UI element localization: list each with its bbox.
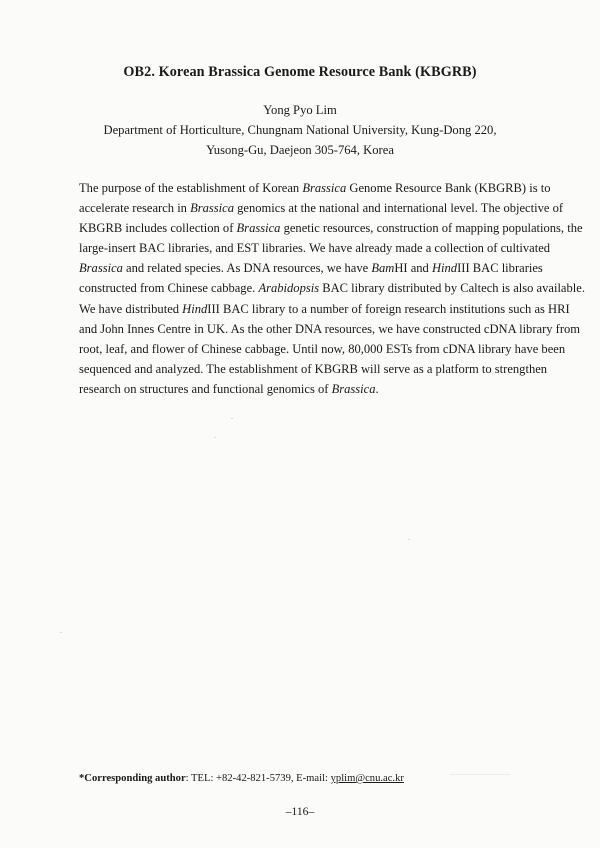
abstract-text: genomics at the national and international level. The objective of [234,201,564,216]
author-name: Yong Pyo Lim [263,103,337,117]
abstract-line [79,178,551,198]
footnote-email: yplim@cnu.ac.kr [330,773,404,784]
abstract-italic-term: Brassica [190,201,235,216]
abstract-text: . [375,381,379,396]
scan-speck [60,632,62,633]
abstract-text: accelerate research in [79,201,191,216]
footnote-label: *Corresponding author [79,773,186,784]
abstract-text: We have distributed [79,301,183,316]
abstract-line [79,319,581,339]
abstract-italic-term: Arabidopsis [258,281,320,296]
abstract-italic-term: Brassica [302,181,347,195]
corresponding-author-footnote [79,773,404,784]
affiliation-line-2: Yusong-Gu, Daejeon 305-764, Korea [206,143,394,157]
abstract-body [79,178,585,399]
page-number: –116– [285,805,315,818]
abstract-line [79,218,583,238]
abstract-text: KBGRB includes collection of [79,221,237,236]
abstract-line [79,359,548,379]
abstract-text: and related species. As DNA resources, we have [122,261,372,276]
abstract-text: constructed from Chinese cabbage. [79,281,259,296]
abstract-text: The purpose of the establishment of Korean [79,181,303,195]
scan-speck [408,539,410,540]
abstract-text: research on structures and functional genomics of [79,381,332,396]
paper-title: OB2. Korean Brassica Genome Resource Bank (KBGRB) [123,64,477,80]
abstract-text: III BAC library to a number of foreign research institutions such as HRI [207,301,570,316]
abstract-text: Genome Resource Bank (KBGRB) is to [346,181,551,195]
abstract-line [79,198,564,218]
scan-speck [231,418,233,419]
abstract-italic-term: Brassica [236,221,281,236]
abstract-text: and John Innes Centre in UK. As the other DNA resources, we have constructed cDNA library from [79,321,581,336]
abstract-text: large-insert BAC libraries, and EST libraries. We have already made a collection of cultivated [79,241,551,256]
scan-speck [450,774,510,775]
abstract-text: HI and [394,261,432,276]
abstract-italic-term: Hind [182,301,208,316]
abstract-text: BAC library distributed by Caltech is also available. [319,281,585,296]
abstract-line [79,258,543,278]
abstract-italic-term: Bam [371,261,395,276]
abstract-text: genetic resources, construction of mapping populations, the [280,221,583,236]
abstract-italic-term: Brassica [331,381,376,396]
footnote-contact: : TEL: +82-42-821-5739, E-mail: [185,773,331,784]
abstract-line [79,379,522,399]
abstract-line [79,278,585,298]
abstract-line [79,339,566,359]
scan-speck [214,437,216,438]
abstract-line [79,299,570,319]
affiliation-line-1: Department of Horticulture, Chungnam National University, Kung-Dong 220, [103,123,497,137]
abstract-italic-term: Brassica [79,261,123,276]
abstract-text: III BAC libraries [457,261,543,276]
abstract-line [79,238,551,258]
abstract-italic-term: Hind [431,261,458,276]
abstract-text: sequenced and analyzed. The establishment of KBGRB will serve as a platform to strengthen [79,361,548,376]
abstract-text: root, leaf, and flower of Chinese cabbage. Until now, 80,000 ESTs from cDNA library have been [79,341,566,356]
